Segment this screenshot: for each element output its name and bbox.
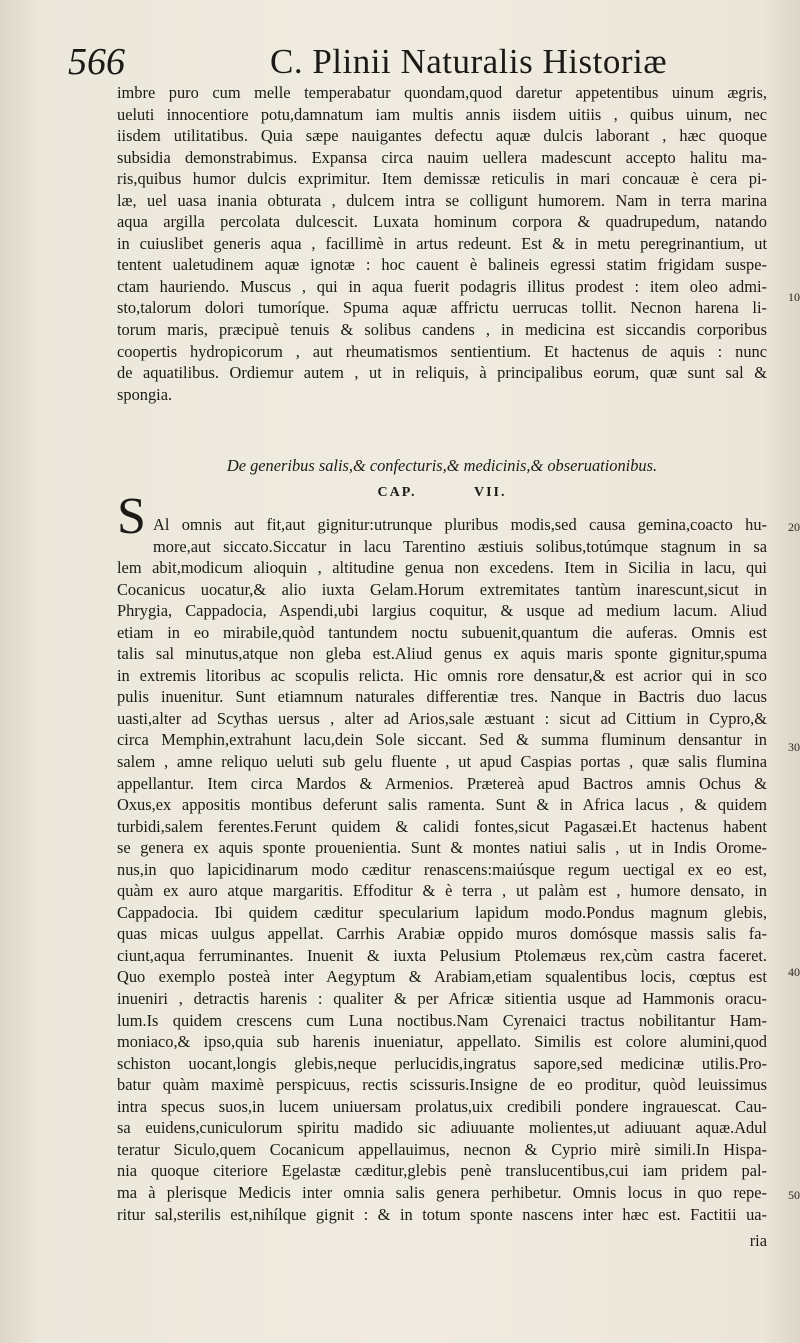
text-line: Quo exemplo posteà inter Aegyptum & Arabiam,etiam squalentibus locis, cœptus est	[117, 967, 767, 987]
folio-number: 566	[68, 41, 125, 83]
chapter-cap: CAP.	[377, 485, 417, 500]
text-line: quàm ex auro atque margaritis. Effoditur & è terra , ut palàm est , humore densato, in	[117, 881, 767, 901]
text-line: tentent ualetudinem aquæ ignotæ : hoc cauent è balineis egressi statim frigidam suspe-	[117, 255, 767, 275]
text-line: in extremis litoribus ac scopulis relicta. Hic omnis rore densatur,& est acrior qui in sco	[117, 665, 767, 685]
text-line: sto,talorum dolori tumoríque. Spuma aquæ affrictu uerrucas tollit. Necnon harena li-	[117, 298, 767, 318]
margin-line-number: 20	[788, 520, 800, 534]
text-line: etiam in eo mirabile,quòd tantundem noctu subuenit,quantum die auferas. Omnis est	[117, 622, 767, 642]
text-line: torum maris, præcipuè tenuis & solibus candens , in medicina est siccandis corporibus	[117, 320, 767, 340]
text-line: intra specus suos,in lucem uniuersam prolatus,uix credibili pondere ingrauescat. Cau-	[117, 1096, 767, 1116]
text-line: nia quoque citeriore Egelastæ cæditur,glebis penè translucentibus,cui iam pridem pal-	[117, 1161, 767, 1181]
text-line: coopertis hydropicorum , aut rheumatismos sentientium. Et hactenus de aquis : nunc	[117, 341, 767, 361]
text-line: lum.Is quidem crescens cum Luna noctibus.Nam Cyrenaici tractus nobilitantur Ham-	[117, 1010, 767, 1030]
text-line: circa Memphin,extrahunt lacu,dein Sole siccant. Sed & summa fluminum densantur in	[117, 730, 767, 750]
text-line: Cappadocia. Ibi quidem cæditur specularium lapidum modo.Pondus magnum glebis,	[117, 902, 767, 922]
text-line: subsidia demonstrabimus. Expansa circa nauim uellera madescunt accepto halitu ma-	[117, 147, 767, 167]
text-line: quas micas uulgus appellat. Carrhis Arabiæ oppido muros domósque massis salis fa-	[117, 924, 767, 944]
text-line: spongia.	[117, 384, 173, 404]
margin-line-number: 50	[788, 1188, 800, 1202]
text-line: teratur Siculo,quem Cocanicum appellauimus, necnon & Cyprio mirè simili.In Hispa-	[117, 1139, 767, 1159]
text-line: turbidi,salem ferentes.Ferunt quidem & calidi fontes,sicut Pagasæi.Et hactenus habent	[117, 816, 767, 836]
drop-cap: S	[117, 488, 146, 545]
text-line: salem , amne reliquo ueluti sub gelu fluente , ut apud Caspias portas , quæ salis flumina	[117, 752, 767, 772]
text-line: aqua argilla percolata dulcescit. Luxata hominum corpora & quadrupedum, natando	[117, 212, 767, 232]
text-line: se genera ex aquis sponte prouenientia. Sunt & montes natiui salis , ut in Indis Orome-	[117, 838, 767, 858]
text-line: schiston uocant,longis glebis,neque perlucidis,ingratus sapore,sed medicinæ utilis.Pro-	[117, 1053, 767, 1073]
running-title: C. Plinii Naturalis Historiæ	[270, 42, 668, 81]
text-line: appellantur. Item circa Mardos & Armenios. Prætereà apud Bactros amnis Ochus &	[117, 773, 767, 793]
text-line: Oxus,ex appositis montibus deferunt salis ramenta. Sunt & in Africa lacus , & quidem	[117, 795, 767, 815]
section-title: De generibus salis,& confecturis,& medicinis,& obseruationibus.	[226, 456, 658, 475]
text-line: talis sal minutus,atque non gleba est.Aliud genus ex aquis maris sponte gignitur,spuma	[117, 644, 767, 664]
chapter-number: VII.	[473, 485, 507, 500]
text-line: imbre puro cum melle temperabatur quondam,quod daretur appetentibus uinum ægris,	[117, 83, 767, 102]
text-line: Al omnis aut fit,aut gignitur:utrunque pluribus modis,sed causa gemina,coacto hu-	[153, 515, 767, 534]
paragraph-aquatics	[117, 82, 767, 405]
text-line: Phrygia, Cappadocia, Aspendi,ubi largius coquitur, & usque ad medium lacum. Aliud	[117, 601, 767, 621]
text-line: lem abit,modicum alioquin , altitudine genua non excedens. Item in Sicilia in lacu, qui	[117, 558, 767, 578]
text-line: de aquatilibus. Ordiemur autem , ut in reliquis, à principalibus eorum, quæ sunt sal &	[117, 363, 767, 383]
text-line: læ, uel uasa inania obturata , dulcem intra se colligunt humorem. Nam in terra marina	[117, 190, 767, 210]
text-line: ciunt,aqua ferruminantes. Inuenit & iuxta Pelusium Ptolemæus rex,cùm castra faceret.	[117, 945, 767, 965]
text-line: uasti,alter ad Scythas uersus , alter ad Arios,sale æstuant : sicut ad Cittium in Cypro,&	[117, 708, 767, 728]
text-line: ctam hauriendo. Muscus , qui in aqua fuerit podagris illitus prodest : item oleo admi-	[117, 276, 767, 296]
text-line: Cocanicus uocatur,& alio iuxta Gelam.Horum extremitates tantùm inarescunt,sicut in	[117, 579, 767, 599]
margin-line-number: 40	[788, 965, 800, 979]
text-line: batur quàm maximè perspicuus, rectis scissuris.Insigne de eo proditur, quòd leuissimus	[117, 1075, 767, 1095]
text-line: moniaco,& ipso,quia sub harenis inueniatur, appellato. Similis est colore alumini,quod	[117, 1032, 767, 1052]
margin-line-number: 30	[788, 740, 800, 754]
text-line: iisdem utilitatibus. Quia sæpe nauigantes defectu aquæ dulcis laborant , hæc quoque	[117, 126, 767, 146]
text-line: sa euidens,cuniculorum spiritu madido sic adiuuante molientes,ut adiuuant aquæ.Adul	[117, 1118, 767, 1138]
paragraph-salt	[117, 514, 767, 1225]
text-line: in cuiuslibet generis aqua , facillimè in artus redeunt. Est & in metu peregrinantium, ut	[117, 233, 767, 253]
text-line: more,aut siccato.Siccatur in lacu Tarentino æstiuis solibus,totúmque stagnum in sa	[153, 536, 767, 556]
text-line: nus,in quo lapicidinarum modo cæditur renascens:maiúsque regum uectigal ex eo est,	[117, 859, 767, 879]
page-header	[58, 34, 758, 84]
text-line: ueluti innocentiore potu,damnatum iam multis annis iisdem uitiis , quibus uinum, nec	[117, 104, 767, 124]
text-line: pulis inuenitur. Sunt etiamnum naturales differentiæ tres. Nanque in Bactris duo lacus	[117, 687, 767, 707]
catchword: ria	[749, 1231, 767, 1250]
text-line: ma à plerisque Medicis inter omnia salis genera perhibetur. Omnis locus in quo repe-	[117, 1182, 767, 1202]
text-line: ris,quibus humor dulcis exprimitur. Item demissæ reticulis in mari concauæ è cera pi-	[117, 169, 767, 189]
text-line: inueniri , detractis harenis : qualiter & per Africæ sitientia usque ad Hammonis oracu-	[117, 989, 767, 1009]
margin-line-number: 10	[788, 290, 800, 304]
text-line: ritur sal,sterilis est,nihílque gignit : & in totum sponte nascens inter hæc est. Factitii ua-	[117, 1204, 767, 1224]
chapter-heading	[117, 485, 767, 501]
